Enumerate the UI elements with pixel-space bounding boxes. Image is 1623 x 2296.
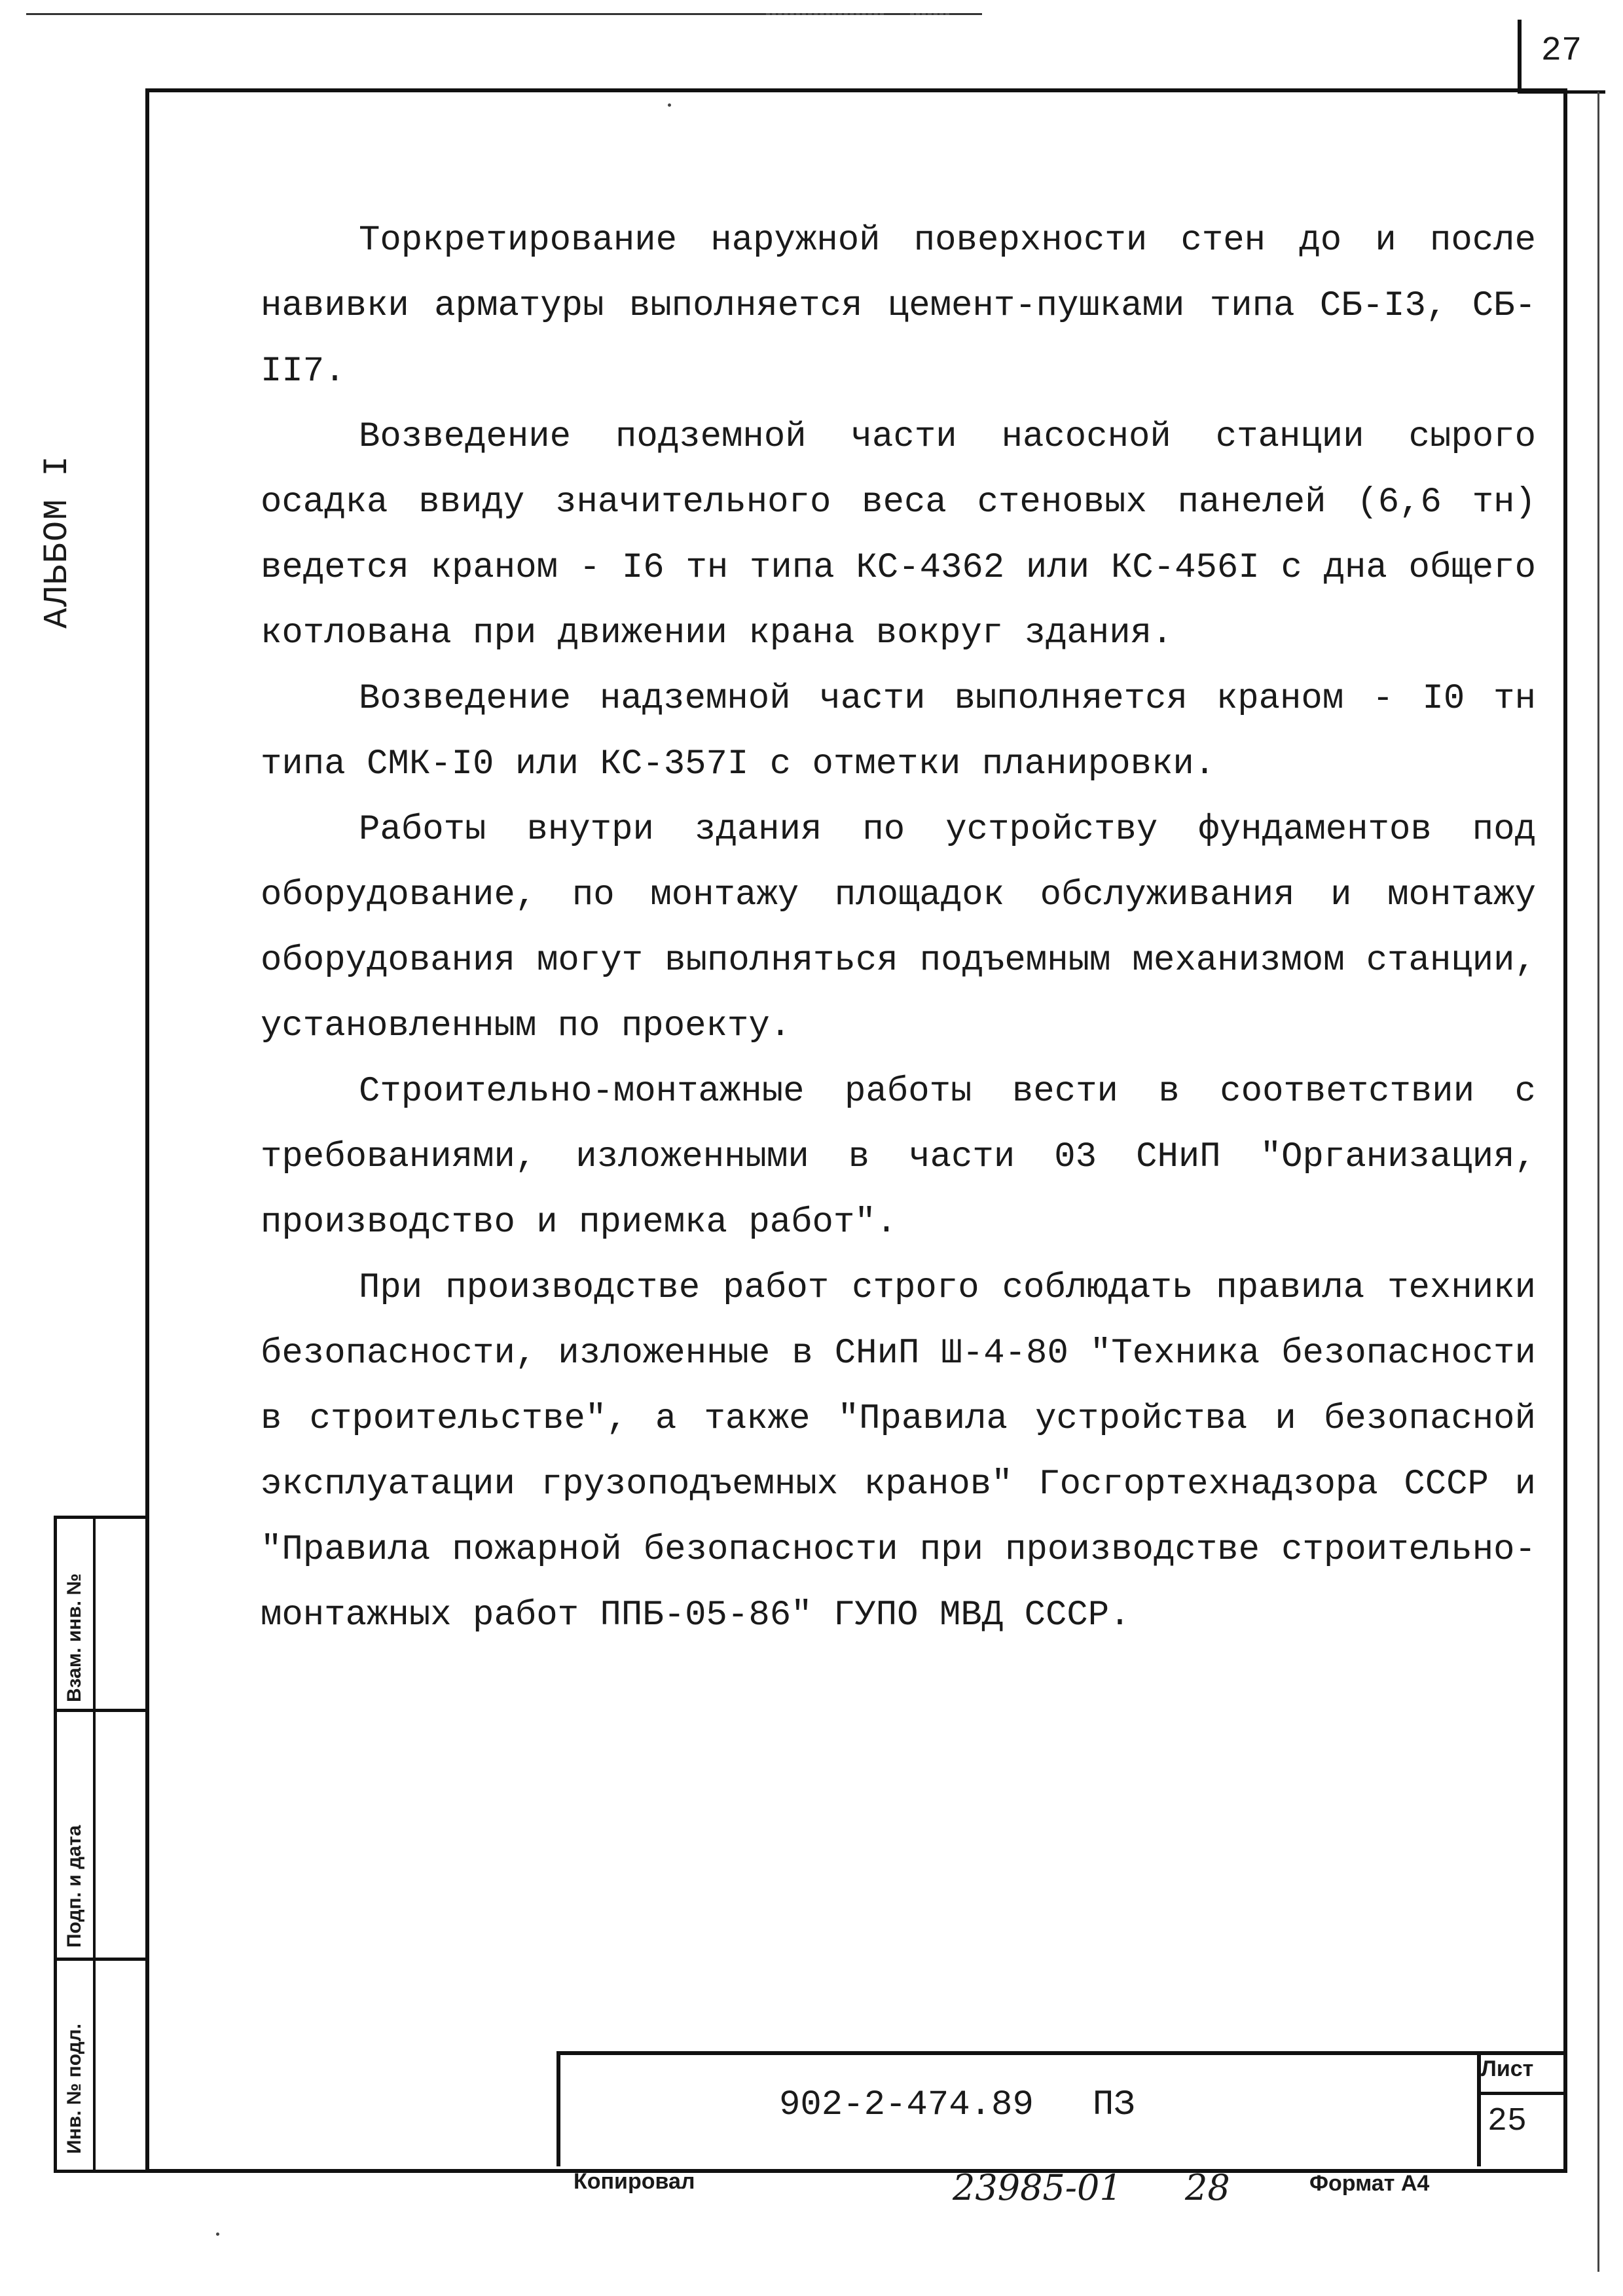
footer-stamp-number: 23985-01 bbox=[953, 2167, 1122, 2208]
footer-copied-label: Копировал bbox=[574, 2169, 695, 2194]
side-stamp-inv-original: Инв. № подл. bbox=[64, 2023, 85, 2154]
paragraph-underground-part: Возведение подземной части насосной станции сырого осадка ввиду значительного веса стеновых панелей (6,6 тн) ведется краном - I6 тн типа КС-4362 или КС-456I с дна общего котлована при движении крана вокруг здания. bbox=[261, 417, 1536, 653]
footer-handwritten-sheet: 28 bbox=[1185, 2167, 1230, 2208]
paragraph-snip-compliance: Строительно-монтажные работы вести в соответствии с требованиями, изложенными в части 03 СНиП "Организация, производство и приемка работ". bbox=[261, 1072, 1536, 1243]
side-stamp-signature-date: Подп. и дата bbox=[64, 1825, 85, 1948]
paragraph-safety-rules: При производстве работ строго соблюдать правила техники безопасности, изложенные в СНиП Ш-4-80 "Техника безопасности в строительстве", а также "Правила устройства и безопасной эксплуатации грузоподъемных кранов" Госгортехнадзора СССР и "Правила пожарной безопасности при производстве строительно-монтажных работ ППБ-05-86" ГУПО МВД СССР. bbox=[261, 1268, 1536, 1635]
footer-format-label: Формат А4 bbox=[1309, 2171, 1430, 2196]
side-stamp-inv-replacement: Взам. инв. № bbox=[64, 1573, 85, 1702]
document-code: 902-2-474.89 bbox=[779, 2085, 1034, 2125]
document-body bbox=[261, 208, 1536, 1649]
sheet-column-divider bbox=[1477, 2092, 1563, 2095]
page-number: 27 bbox=[1541, 31, 1582, 70]
top-rule-dash bbox=[766, 13, 884, 15]
top-rule-dash bbox=[910, 13, 949, 15]
sheet-label: Лист bbox=[1481, 2056, 1534, 2081]
side-stamp-column-divider bbox=[93, 1519, 96, 2170]
scan-speck bbox=[216, 2232, 219, 2236]
album-label: АЛЬБОМ I bbox=[38, 454, 77, 629]
side-stamp-row-divider bbox=[57, 1958, 149, 1961]
paragraph-shotcrete: Торкретирование наружной поверхности стен до и после навивки арматуры выполняется цемент-пушками типа СБ-I3, СБ-II7. bbox=[261, 221, 1536, 392]
side-stamp-row-divider bbox=[57, 1709, 149, 1712]
paragraph-interior-works: Работы внутри здания по устройству фундаментов под оборудование, по монтажу площадок обслуживания и монтажу оборудования могут выполняться подъемным механизмом станции, установленным по проекту. bbox=[261, 810, 1536, 1046]
document-designation bbox=[779, 2085, 1135, 2125]
right-edge-rule bbox=[1597, 92, 1599, 2272]
document-type: ПЗ bbox=[1092, 2085, 1135, 2125]
paragraph-aboveground-part: Возведение надземной части выполняется краном - I0 тн типа СМК-I0 или КС-357I с отметки планировки. bbox=[261, 679, 1536, 784]
scan-speck bbox=[668, 103, 671, 107]
sheet-number: 25 bbox=[1487, 2103, 1527, 2140]
